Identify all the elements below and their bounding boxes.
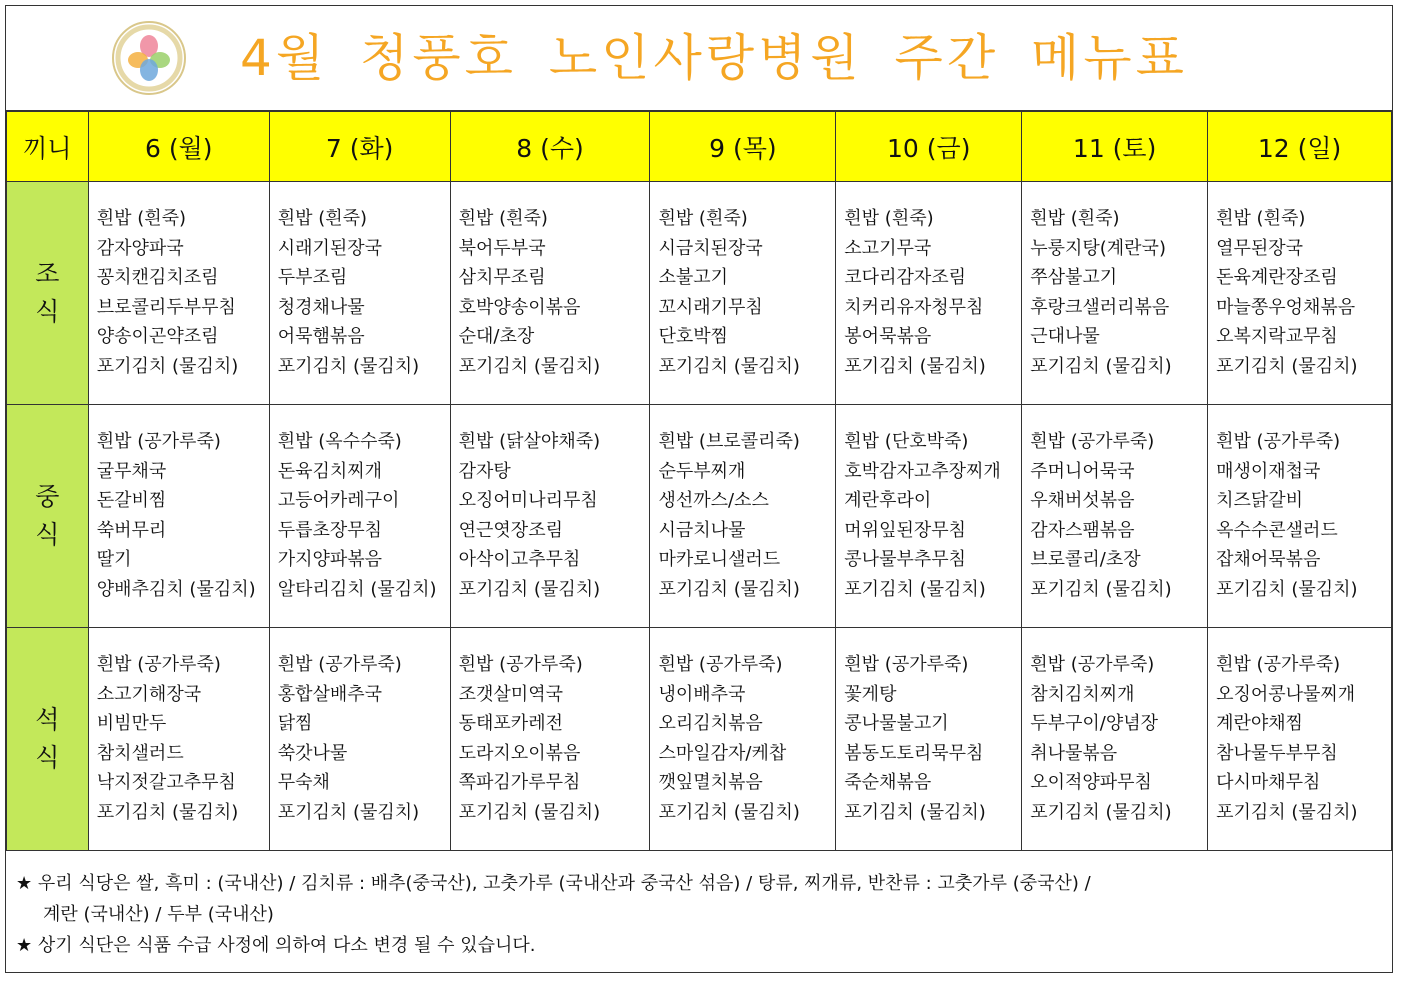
menu-item: 포기김치 (물김치) [1216, 355, 1358, 377]
note-change-notice: ★ 상기 식단은 식품 수급 사정에 의하여 다소 변경 될 수 있습니다. [16, 935, 536, 956]
menu-cell [1022, 182, 1208, 405]
menu-item: 포기김치 (물김치) [277, 801, 420, 823]
menu-item: 닭찜 [277, 713, 313, 734]
menu-item: 치즈닭갈비 [1216, 490, 1304, 511]
menu-item: 우채버섯볶음 [1030, 490, 1135, 511]
menu-item: 취나물볶음 [1030, 742, 1118, 764]
menu-item: 잡채어묵볶음 [1216, 549, 1321, 570]
menu-item: 무숙채 [277, 772, 330, 793]
menu-item: 포기김치 (물김치) [844, 355, 986, 377]
menu-item: 낙지젓갈고추무침 [96, 772, 236, 793]
menu-item: 순두부찌개 [658, 460, 746, 482]
menu-item: 흰밥 (공가루죽) [96, 654, 221, 675]
menu-item: 감자탕 [458, 460, 511, 482]
menu-cell [450, 405, 650, 628]
menu-item: 주머니어묵국 [1030, 460, 1135, 482]
menu-item: 시금치나물 [658, 519, 746, 541]
menu-item: 어묵햄볶음 [277, 326, 365, 347]
menu-item: 알타리김치 (물김치) [277, 578, 437, 600]
menu-item: 봉어묵볶음 [844, 326, 932, 347]
menu-item: 흰밥 (공가루죽) [96, 431, 221, 452]
meal-label [7, 182, 89, 405]
menu-item: 포기김치 (물김치) [1030, 578, 1172, 600]
meal-column-header: 끼니 [7, 112, 89, 182]
menu-item: 감자스팸볶음 [1030, 519, 1135, 541]
menu-item: 쭈삼불고기 [1030, 267, 1118, 288]
menu-item: 두부조림 [277, 267, 348, 288]
menu-item: 오징어미나리무침 [458, 490, 598, 511]
menu-item: 죽순채볶음 [844, 772, 932, 793]
meal-row-breakfast [7, 182, 1392, 405]
meal-label [7, 405, 89, 628]
day-header: 10 (금) [836, 112, 1022, 182]
menu-cell [650, 182, 836, 405]
menu-item: 흰밥 (흰죽) [844, 208, 934, 229]
menu-item: 흰밥 (공가루죽) [458, 654, 583, 675]
meal-label-bottom: 식 [35, 520, 60, 549]
menu-cell [836, 405, 1022, 628]
note-origin-continued: 계란 (국내산) / 두부 (국내산) [43, 904, 274, 925]
menu-cell [88, 628, 269, 851]
menu-cell [1208, 405, 1392, 628]
menu-item: 호박양송이볶음 [458, 296, 581, 318]
meal-label-top: 석 [35, 705, 60, 734]
menu-item: 마카로니샐러드 [658, 549, 781, 570]
menu-item: 브로콜리/초장 [1030, 549, 1141, 570]
menu-item: 다시마채무침 [1216, 772, 1321, 793]
menu-item: 오이적양파무침 [1030, 772, 1152, 793]
menu-item: 비빔만두 [96, 713, 167, 734]
header-row [7, 112, 1392, 182]
menu-item: 굴무채국 [96, 460, 167, 482]
menu-cell [836, 182, 1022, 405]
menu-item: 감자양파국 [96, 237, 184, 259]
menu-item: 조갯살미역국 [458, 683, 563, 705]
menu-item: 아삭이고추무침 [458, 549, 581, 570]
menu-item: 꽃게탕 [844, 683, 897, 705]
menu-item: 머위잎된장무침 [844, 519, 967, 541]
menu-cell [269, 628, 450, 851]
menu-cell [450, 182, 650, 405]
menu-item: 포기김치 (물김치) [1216, 578, 1358, 600]
meal-label-top: 조 [35, 259, 60, 288]
menu-item: 냉이배추국 [658, 683, 746, 705]
menu-item: 소고기해장국 [96, 683, 202, 705]
menu-item: 청경채나물 [277, 296, 365, 318]
menu-item: 흰밥 (브로콜리죽) [658, 431, 800, 452]
meal-label-bottom: 식 [35, 743, 60, 772]
menu-item: 봄동도토리묵무침 [844, 742, 984, 764]
menu-item: 흰밥 (흰죽) [458, 208, 548, 229]
menu-item: 시래기된장국 [277, 237, 383, 259]
day-header: 12 (일) [1208, 112, 1392, 182]
menu-item: 흰밥 (공가루죽) [1216, 431, 1341, 452]
meal-label-bottom: 식 [35, 297, 60, 326]
menu-item: 콩나물불고기 [844, 713, 949, 734]
menu-item: 흰밥 (흰죽) [96, 208, 187, 229]
menu-item: 돈육계란장조림 [1216, 267, 1338, 288]
notes [6, 851, 1392, 972]
menu-item: 꽁치캔김치조림 [96, 267, 219, 288]
menu-item: 연근엿장조림 [458, 519, 563, 541]
menu-item: 콩나물부추무침 [844, 549, 967, 570]
menu-sheet [5, 5, 1393, 973]
menu-cell [269, 405, 450, 628]
menu-cell [1022, 628, 1208, 851]
menu-item: 오복지락교무침 [1216, 326, 1338, 347]
menu-item: 계란야채찜 [1216, 713, 1304, 734]
note-origin: ★ 우리 식당은 쌀, 흑미 : (국내산) / 김치류 : 배추(중국산), 고춧가루 (국내산과 중국산 섞음) / 탕류, 찌개류, 반찬류 : 고춧가루 (중국산) / [16, 873, 1091, 894]
menu-item: 흰밥 (공가루죽) [277, 654, 402, 675]
menu-item: 양송이곤약조림 [96, 326, 219, 347]
menu-item: 흰밥 (흰죽) [277, 208, 368, 229]
menu-item: 순대/초장 [458, 326, 535, 347]
menu-cell [650, 405, 836, 628]
menu-item: 단호박찜 [658, 326, 728, 347]
menu-item: 포기김치 (물김치) [844, 801, 986, 823]
menu-item: 쑥갓나물 [277, 742, 348, 764]
menu-item: 딸기 [96, 549, 132, 570]
menu-item: 두부구이/양념장 [1030, 713, 1158, 734]
menu-item: 가지양파볶음 [277, 549, 383, 570]
menu-item: 흰밥 (흰죽) [658, 208, 748, 229]
menu-item: 흰밥 (공가루죽) [658, 654, 783, 675]
menu-item: 두릅초장무침 [277, 519, 383, 541]
menu-item: 참나물두부무침 [1216, 742, 1338, 764]
menu-item: 포기김치 (물김치) [1030, 801, 1172, 823]
menu-item: 참치김치찌개 [1030, 683, 1135, 705]
menu-item: 흰밥 (단호박죽) [844, 431, 969, 452]
menu-item: 고등어카레구이 [277, 490, 400, 511]
meal-label-top: 중 [35, 482, 60, 511]
menu-cell [1022, 405, 1208, 628]
menu-item: 포기김치 (물김치) [658, 801, 800, 823]
day-header: 8 (수) [450, 112, 650, 182]
menu-item: 포기김치 (물김치) [458, 355, 601, 377]
menu-item: 쑥버무리 [96, 519, 167, 541]
header [6, 6, 1392, 111]
menu-item: 꼬시래기무침 [658, 296, 763, 318]
menu-item: 시금치된장국 [658, 237, 763, 259]
menu-item: 소고기무국 [844, 237, 932, 259]
menu-item: 포기김치 (물김치) [458, 801, 601, 823]
menu-item: 돈육김치찌개 [277, 460, 383, 482]
menu-cell [88, 405, 269, 628]
menu-cell [269, 182, 450, 405]
menu-item: 흰밥 (공가루죽) [1216, 654, 1341, 675]
menu-item: 포기김치 (물김치) [96, 801, 239, 823]
menu-item: 매생이재첩국 [1216, 460, 1321, 482]
menu-item: 흰밥 (공가루죽) [1030, 431, 1155, 452]
menu-item: 코다리감자조림 [844, 267, 967, 288]
weekly-menu-table [6, 111, 1392, 851]
menu-item: 마늘쫑우엉채볶음 [1216, 296, 1356, 318]
menu-item: 포기김치 (물김치) [658, 578, 800, 600]
menu-item: 소불고기 [658, 267, 728, 288]
menu-item: 흰밥 (옥수수죽) [277, 431, 402, 452]
menu-item: 흰밥 (흰죽) [1216, 208, 1306, 229]
meal-row-dinner [7, 628, 1392, 851]
menu-item: 홍합살배추국 [277, 683, 383, 705]
menu-item: 포기김치 (물김치) [658, 355, 800, 377]
menu-item: 계란후라이 [844, 490, 932, 511]
menu-item: 흰밥 (닭살야채죽) [458, 431, 601, 452]
menu-item: 삼치무조림 [458, 267, 546, 288]
menu-item: 포기김치 (물김치) [277, 355, 420, 377]
menu-item: 포기김치 (물김치) [1216, 801, 1358, 823]
menu-item: 쪽파김가루무침 [458, 772, 581, 793]
menu-item: 포기김치 (물김치) [844, 578, 986, 600]
day-header: 6 (월) [88, 112, 269, 182]
menu-item: 양배추김치 (물김치) [96, 578, 256, 600]
day-header: 9 (목) [650, 112, 836, 182]
menu-item: 생선까스/소스 [658, 490, 769, 511]
menu-cell [650, 628, 836, 851]
menu-cell [1208, 182, 1392, 405]
menu-item: 근대나물 [1030, 326, 1100, 347]
menu-item: 참치샐러드 [96, 742, 184, 764]
menu-item: 도라지오이볶음 [458, 742, 581, 764]
menu-item: 브로콜리두부무침 [96, 296, 236, 318]
menu-item: 오리김치볶음 [658, 713, 763, 734]
menu-item: 포기김치 (물김치) [458, 578, 601, 600]
menu-item: 후랑크샐러리볶음 [1030, 296, 1170, 318]
menu-item: 오징어콩나물찌개 [1216, 683, 1356, 705]
day-header: 7 (화) [269, 112, 450, 182]
meal-row-lunch [7, 405, 1392, 628]
menu-item: 옥수수콘샐러드 [1216, 519, 1338, 541]
menu-cell [88, 182, 269, 405]
menu-item: 북어두부국 [458, 237, 546, 259]
menu-cell [836, 628, 1022, 851]
menu-item: 스마일감자/케찹 [658, 742, 787, 764]
menu-item: 치커리유자청무침 [844, 296, 984, 318]
menu-item: 돈갈비찜 [96, 490, 167, 511]
menu-item: 흰밥 (공가루죽) [1030, 654, 1155, 675]
meal-label [7, 628, 89, 851]
menu-item: 포기김치 (물김치) [1030, 355, 1172, 377]
menu-item: 포기김치 (물김치) [96, 355, 239, 377]
day-header: 11 (토) [1022, 112, 1208, 182]
menu-item: 동태포카레전 [458, 713, 563, 734]
page-title: 4월 청풍호 노인사랑병원 주간 메뉴표 [240, 29, 1188, 87]
menu-item: 흰밥 (흰죽) [1030, 208, 1120, 229]
menu-item: 열무된장국 [1216, 237, 1304, 259]
menu-item: 호박감자고추장찌개 [844, 460, 1001, 482]
menu-item: 흰밥 (공가루죽) [844, 654, 969, 675]
menu-item: 누룽지탕(계란국) [1030, 237, 1166, 259]
menu-cell [450, 628, 650, 851]
menu-cell [1208, 628, 1392, 851]
menu-item: 깻잎멸치볶음 [658, 772, 763, 793]
